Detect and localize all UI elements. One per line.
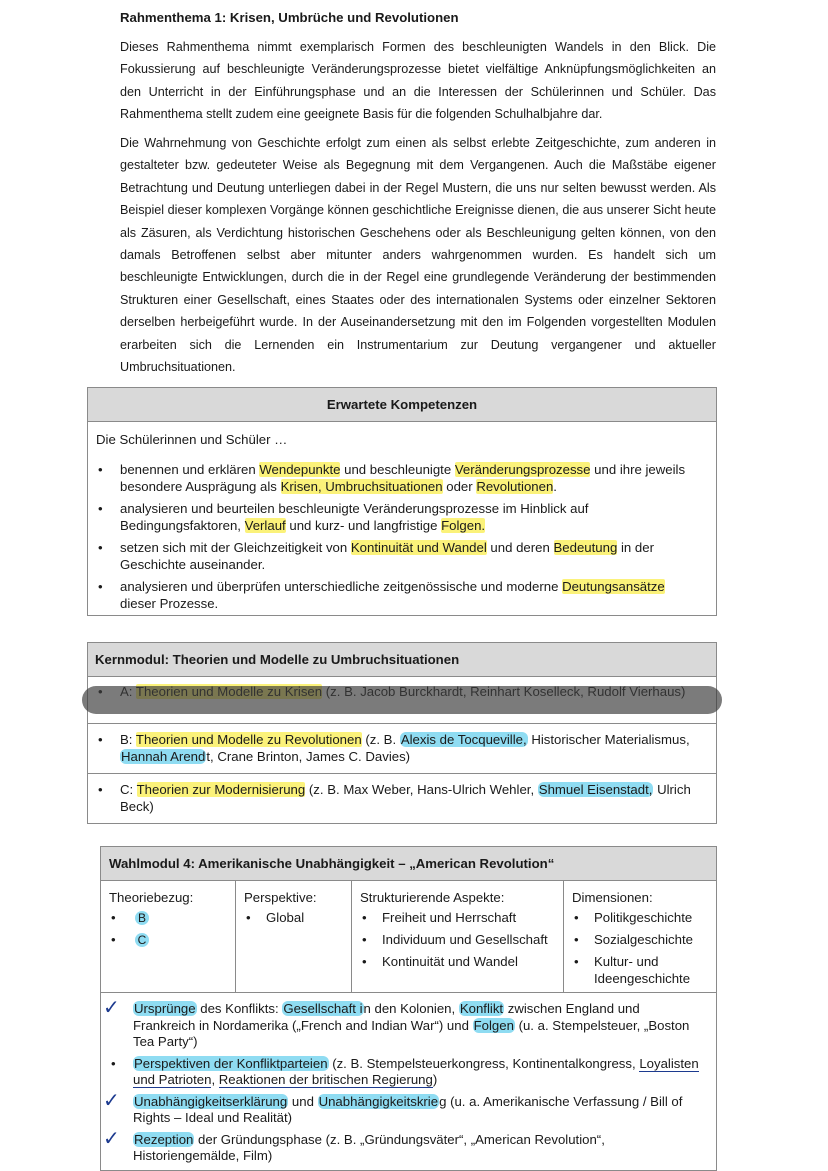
perspective-item: • Global bbox=[244, 910, 351, 927]
intro-paragraph: Dieses Rahmenthema nimmt exemplarisch Formen des beschleunigten Wandels in den Blick. Die Fokussierung auf beschleunigte Veränderungsprozesse bietet vielfältige Anknüpfungsmöglichkeiten an den Unterricht in der Einführungsphase und an die Interessen der Schülerinnen und Schüler. Das Rahmenthema stellt zudem eine geeignete Basis für die folgenden Schulhalbjahre dar. bbox=[120, 40, 716, 122]
dimension-item: • Sozialgeschichte bbox=[572, 932, 716, 949]
aspect-item: • Freiheit und Herrschaft bbox=[360, 910, 563, 927]
competences-box bbox=[87, 387, 717, 616]
aspect-item: • Individuum und Gesellschaft bbox=[360, 932, 563, 949]
competence-item: • analysieren und beurteilen beschleunigte Veränderungsprozesse im Hinblick auf Bedingungsfaktoren, Verlauf und kurz- und langfristige Folgen. bbox=[96, 501, 696, 534]
topic-item-perspectives: • Perspektiven der Konfliktparteien (z. B. Stempelsteuerkongress, Kontinentalkongress, Loyalisten und Patrioten, Reaktionen der britischen Regierung) bbox=[109, 1056, 699, 1089]
theory-column bbox=[101, 880, 235, 992]
core-module-row-c[interactable] bbox=[88, 774, 716, 823]
dimensions-label: Dimensionen: bbox=[572, 890, 653, 905]
competence-item: • analysieren und überprüfen unterschiedliche zeitgenössische und moderne Deutungsansätze dieser Prozesse. bbox=[96, 579, 696, 612]
competences-intro: Die Schülerinnen und Schüler … bbox=[96, 432, 288, 447]
topic-item-independence: ✓ Unabhängigkeitserklärung und Unabhängigkeitskrieg (u. a. Amerikanische Verfassung / Bill of Rights – Ideal und Realität) bbox=[103, 1087, 683, 1125]
competence-item: • setzen sich mit der Gleichzeitigkeit von Kontinuität und Wandel und deren Bedeutung in der Geschichte auseinander. bbox=[96, 540, 696, 573]
dimensions-column bbox=[563, 880, 716, 992]
aspect-item: • Kontinuität und Wandel bbox=[360, 954, 563, 971]
core-item-c: • C: Theorien zur Modernisierung (z. B. Max Weber, Hans-Ulrich Wehler, Shmuel Eisenstadt, Ulrich Beck) bbox=[96, 782, 700, 815]
module-columns bbox=[101, 880, 716, 993]
module-topics-list bbox=[103, 995, 699, 1170]
checkmark-icon: ✓ bbox=[103, 995, 120, 1019]
core-item-b: • B: Theorien und Modelle zu Revolutionen (z. B. Alexis de Tocqueville, Historischer Materialismus, Hannah Arendt, Crane Brinton, James C. Davies) bbox=[96, 732, 700, 765]
core-module-table bbox=[87, 642, 717, 824]
page-title: Rahmenthema 1: Krisen, Umbrüche und Revolutionen bbox=[120, 10, 459, 25]
theory-item: • C bbox=[109, 932, 235, 949]
checkmark-icon: ✓ bbox=[103, 1087, 120, 1112]
perspective-label: Perspektive: bbox=[244, 890, 317, 905]
competences-list bbox=[96, 462, 696, 612]
competence-item: • benennen und erklären Wendepunkte und beschleunigte Veränderungsprozesse und ihre jeweils besondere Ausprägung als Krisen, Umbruchsituationen oder Revolutionen. bbox=[96, 462, 696, 495]
aspects-label: Strukturierende Aspekte: bbox=[360, 890, 505, 905]
core-module-title: Kernmodul: Theorien und Modelle zu Umbruchsituationen bbox=[88, 643, 716, 677]
body-paragraph: Die Wahrnehmung von Geschichte erfolgt zum einen als selbst erlebte Zeitgeschichte, zum anderen in gestalteter bzw. gedeuteter Weise als Begegnung mit dem Vergangenen. Auch die Maßstäbe eigener Betrachtung und Deutung unterliegen dabei in der Regel Mustern, die uns nur selten bewusst werden. Als Beispiel dieser komplexen Vorgänge können geschichtliche Ereignisse dienen, die aus unserer Sicht heute als Zäsuren, als Verdichtung historischen Geschehens oder als Beschleunigung gelten können, von den damals Betroffenen selbst aber mitunter anders wahrgenommen wurden. Es handelt sich um beschleunigte Entwicklungen, durch die in der Regel eine grundlegende Veränderung der bestimmenden Strukturen einer Gesellschaft, eines Staates oder des internationalen Systems oder einzelner Sektoren derselben herbeigeführt wurde. In der Auseinandersetzung mit den im Folgenden vorgestellten Modulen erarbeiten sich die Lernenden ein Instrumentarium zur Deutung vergangener und aktueller Umbruchsituationen. bbox=[120, 136, 716, 375]
core-module-row-b[interactable] bbox=[88, 724, 716, 774]
aspects-column bbox=[351, 880, 563, 992]
elective-module-title: Wahlmodul 4: Amerikanische Unabhängigkeit – „American Revolution“ bbox=[101, 847, 716, 881]
dimension-item: • Kultur- und Ideengeschichte bbox=[572, 954, 716, 987]
perspective-column bbox=[235, 880, 351, 992]
row-hover-overlay bbox=[82, 686, 722, 714]
theory-item: • B bbox=[109, 910, 235, 927]
competences-title: Erwartete Kompetenzen bbox=[88, 388, 716, 422]
dimension-item: • Politikgeschichte bbox=[572, 910, 716, 927]
elective-module-table bbox=[100, 846, 717, 1171]
theory-label: Theoriebezug: bbox=[109, 890, 194, 905]
checkmark-icon: ✓ bbox=[103, 1125, 120, 1150]
topic-item-origins: ✓ Ursprünge des Konflikts: Gesellschaft in den Kolonien, Konflikt zwischen England und Frankreich in Nordamerika („French and Indian War“) und Folgen (u. a. Stempelsteuer, „Boston Tea Party“) bbox=[103, 995, 690, 1049]
topic-item-reception: ✓ Rezeption der Gründungsphase (z. B. „Gründungsväter“, „American Revolution“, Historiengemälde, Film) bbox=[103, 1125, 605, 1163]
